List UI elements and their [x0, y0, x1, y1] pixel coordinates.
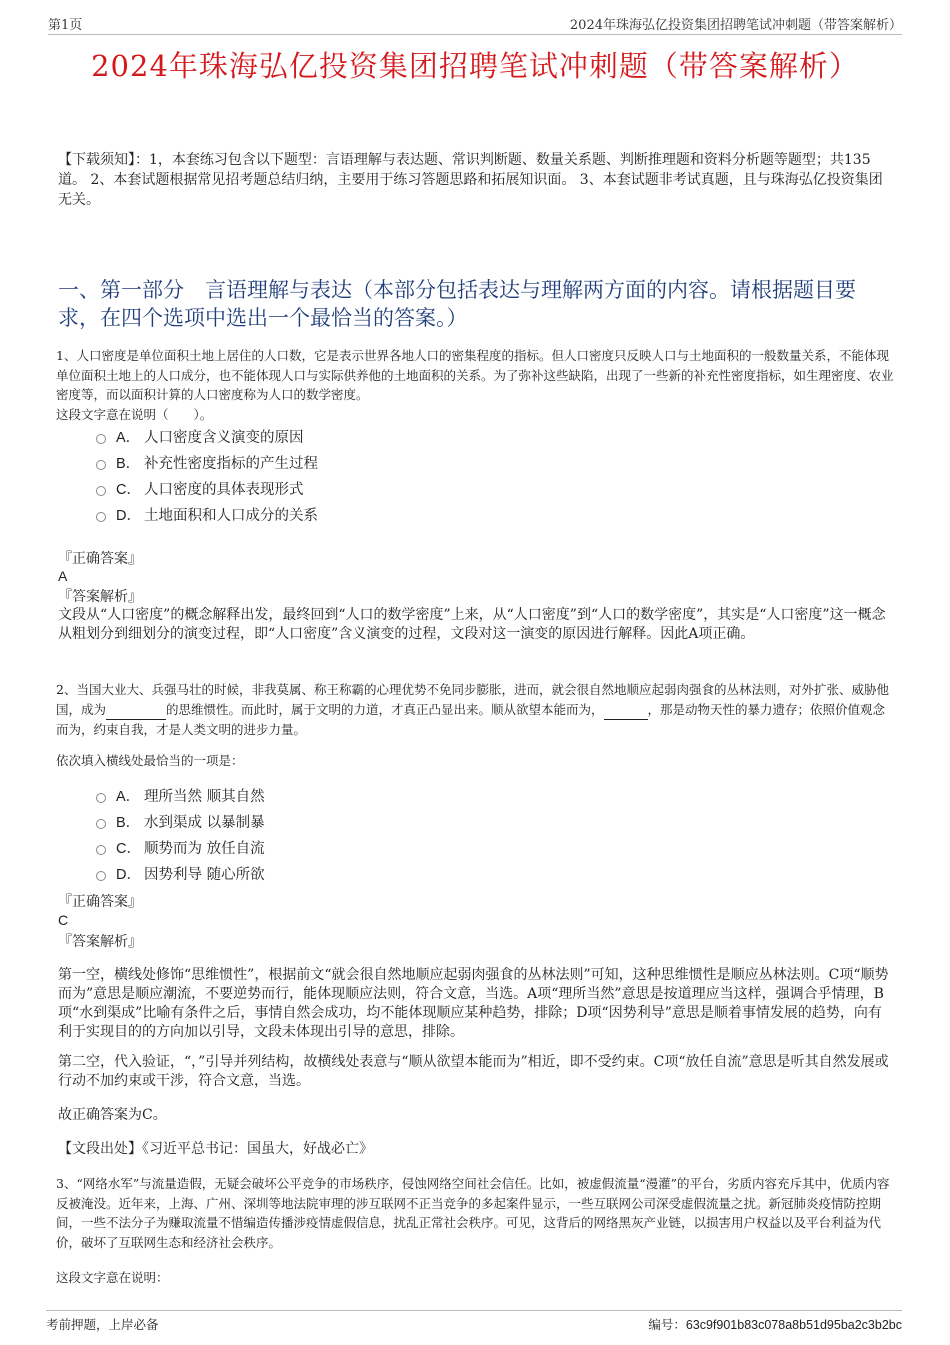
- option-d[interactable]: D． 因势利导 随心所欲: [96, 862, 265, 888]
- answer-value: C: [58, 912, 69, 928]
- radio-icon[interactable]: [96, 819, 106, 829]
- page-header: [48, 12, 902, 35]
- answer-label: 『正确答案』: [58, 551, 142, 567]
- analysis-label: 『答案解析』: [58, 589, 142, 605]
- download-notice: 【下载须知】：1，本套练习包含以下题型：言语理解与表达题、常识判断题、数量关系题、判断推理题和资料分析题等题型；共135道。 2、本套试题根据常见招考题总结归纳，主要用于练习答题思路和拓展知识面。 3、本套试题非考试真题，且与珠海弘亿投资集团无关。: [58, 152, 883, 208]
- radio-icon[interactable]: [96, 793, 106, 803]
- option-a[interactable]: A． 理所当然 顺其自然: [96, 784, 265, 810]
- document-id: 编号：63c9f901b83c078a8b51d95ba2c3b2bc: [648, 1318, 902, 1332]
- section-heading: 一、第一部分 言语理解与表达（本部分包括表达与理解两方面的内容。请根据题目要求，在四个选项中选出一个最恰当的答案。）: [58, 278, 856, 330]
- question-1-prompt: 这段文字意在说明（ ）。: [56, 407, 213, 422]
- document-title: 2024年珠海弘亿投资集团招聘笔试冲刺题（带答案解析）: [91, 49, 859, 83]
- answer-value: A: [58, 568, 68, 584]
- question-1-text: 1、人口密度是单位面积土地上居住的人口数，它是表示世界各地人口的密集程度的指标。但人口密度只反映人口与土地面积的一般数量关系，不能体现单位面积土地上的人口成分，也不能体现人口与实际供养他的土地面积的关系。为了弥补这些缺陷，出现了一些新的补充性密度指标，如生理密度、农业密度等，而以面积计算的人口密度称为人口的数学密度。: [56, 348, 894, 402]
- radio-icon[interactable]: [96, 460, 106, 470]
- radio-icon[interactable]: [96, 434, 106, 444]
- radio-icon[interactable]: [96, 871, 106, 881]
- question-1-options: [96, 425, 318, 529]
- analysis-label: 『答案解析』: [58, 934, 142, 950]
- radio-icon[interactable]: [96, 486, 106, 496]
- analysis-conclusion: 故正确答案为C。: [58, 1107, 167, 1123]
- option-b[interactable]: B． 水到渠成 以暴制暴: [96, 810, 265, 836]
- question-2-options: [96, 784, 265, 888]
- analysis-paragraph: 第一空，横线处修饰“思维惯性”，根据前文“就会很自然地顺应起弱肉强食的丛林法则”可知，这种思维惯性是顺应丛林法则。C项“顺势而为”意思是顺应潮流，不要逆势而行，能体现顺应法则，符合文意，当选。A项“理所当然”意思是按道理应当这样，强调合乎情理，B项“水到渠成”比喻有条件之后，事情自然会成功，均不能体现顺应某种趋势，排除；D项“因势利导”意思是顺着事情发展的趋势，向有利于实现目的的方向加以引导，文段未体现出引导的意思，排除。: [58, 967, 889, 1040]
- answer-analysis: 文段从“人口密度”的概念解释出发，最终回到“人口的数学密度”上来，从“人口密度”到“人口的数学密度”，其实是“人口密度”这一概念从粗划分到细划分的演变过程，即“人口密度”含义演变的过程，文段对这一演变的原因进行解释。因此A项正确。: [58, 607, 886, 642]
- question-2-prompt: 依次填入横线处最恰当的一项是：: [56, 753, 244, 768]
- header-doc-title: 2024年珠海弘亿投资集团招聘笔试冲刺题（带答案解析）: [569, 18, 902, 33]
- question-3-prompt: 这段文字意在说明：: [56, 1270, 169, 1285]
- radio-icon[interactable]: [96, 512, 106, 522]
- option-b[interactable]: B． 补充性密度指标的产生过程: [96, 451, 318, 477]
- option-c[interactable]: C． 人口密度的具体表现形式: [96, 477, 318, 503]
- page-number: 第1页: [48, 18, 83, 33]
- fill-blank[interactable]: [106, 700, 166, 721]
- analysis-paragraph: 第二空，代入验证，“，”引导并列结构，故横线处表意与“顺从欲望本能而为”相近，即不受约束。C项“放任自流”意思是听其自然发展或行动不加约束或干涉，符合文意，当选。: [58, 1054, 889, 1089]
- option-a[interactable]: A． 人口密度含义演变的原因: [96, 425, 318, 451]
- page-footer: [46, 1310, 902, 1337]
- footer-slogan: 考前押题，上岸必备: [46, 1317, 159, 1332]
- option-c[interactable]: C． 顺势而为 放任自流: [96, 836, 265, 862]
- question-2-text: 2、当国大业大、兵强马壮的时候，非我莫属、称王称霸的心理优势不免同步膨胀，进而，就会很自然地顺应起弱肉强食的丛林法则，对外扩张、威胁他国，成为 的思维惯性。而此时，属于文明的力道，才真正凸显出来。顺从欲望本能而为， ，那是动物天性的暴力遗存；依照价值观念而为，约束自我，才是人类文明的进步力量。: [56, 682, 889, 737]
- radio-icon[interactable]: [96, 845, 106, 855]
- question-3-text: 3、“网络水军”与流量造假，无疑会破坏公平竞争的市场秩序，侵蚀网络空间社会信任。比如，被虚假流量“漫灌”的平台，劣质内容充斥其中，优质内容反被淹没。近年来，上海、广州、深圳等地法院审理的涉互联网不正当竞争的多起案件显示，一些互联网公司深受虚假流量之扰。新冠肺炎疫情防控期间，一些不法分子为赚取流量不惜编造传播涉疫情虚假信息，扰乱正常社会秩序。可见，这背后的网络黑灰产业链，以损害用户权益以及平台利益为代价，破坏了互联网生态和经济社会秩序。: [56, 1176, 890, 1250]
- text-source: 【文段出处】《习近平总书记：国虽大，好战必亡》: [58, 1141, 373, 1157]
- option-d[interactable]: D． 土地面积和人口成分的关系: [96, 503, 318, 529]
- fill-blank[interactable]: [604, 700, 648, 721]
- answer-label: 『正确答案』: [58, 894, 142, 910]
